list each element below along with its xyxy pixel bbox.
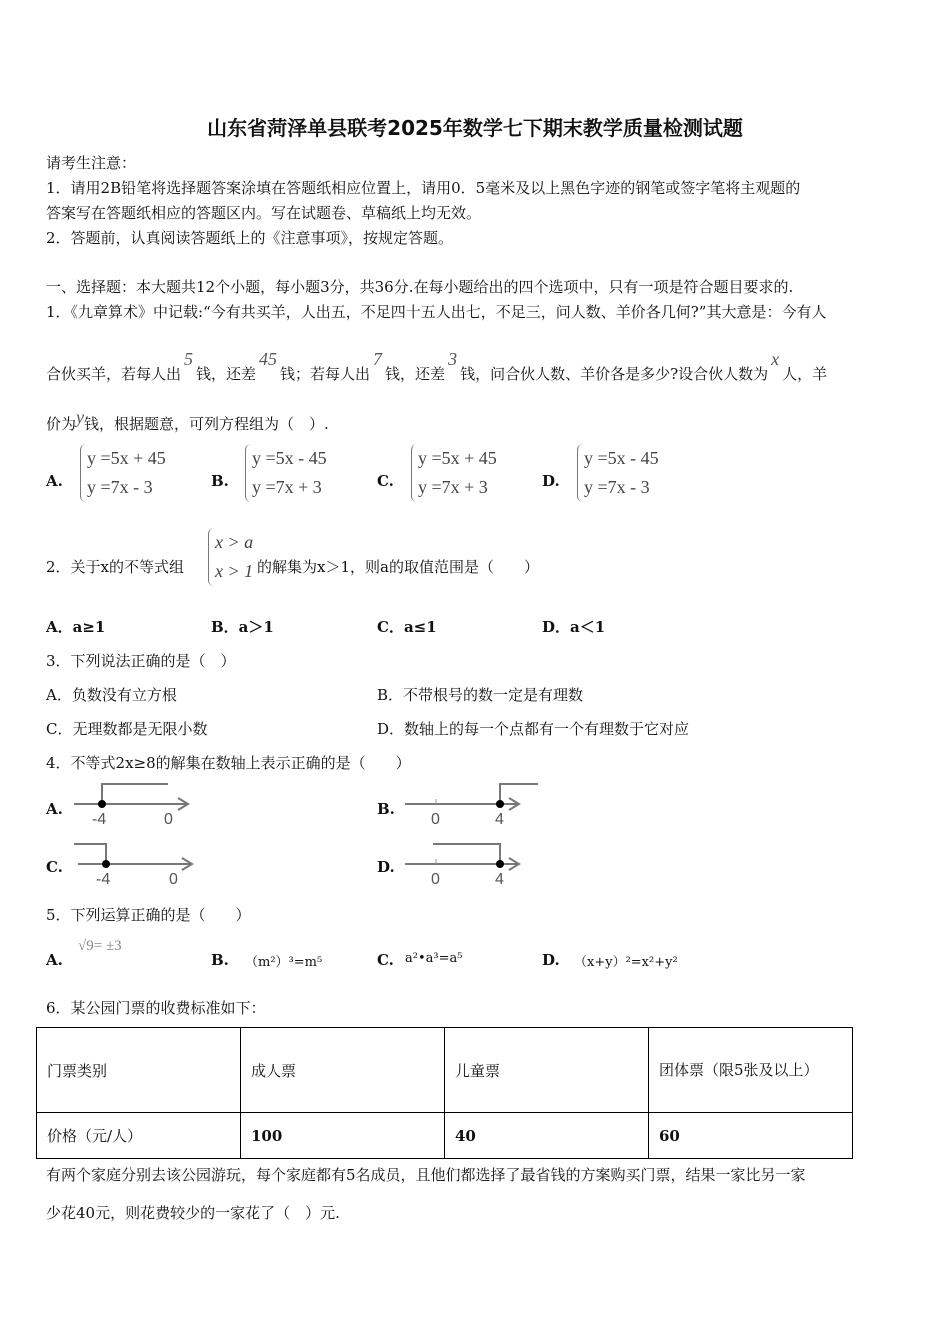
equation: y =7x - 3 — [87, 477, 153, 497]
tick-label: -4 — [96, 871, 111, 888]
q1-val: 45 — [259, 349, 278, 369]
option-label: B. — [211, 472, 229, 490]
q6-stem: 6．某公园门票的收费标准如下： — [46, 999, 266, 1017]
tick-label: 4 — [495, 811, 504, 828]
tick-label: 4 — [495, 871, 504, 888]
option-label: D. — [542, 951, 560, 969]
equation-system — [80, 444, 166, 502]
q1-text: 钱；若每人出 — [280, 365, 371, 383]
option-expr: √9= ±3 — [78, 938, 122, 954]
option-label: A. — [46, 951, 63, 969]
q1-val: 5 — [184, 349, 194, 369]
equation: y =5x - 45 — [252, 448, 327, 468]
q2-stem-post: 的解集为x＞1，则a的取值范围是（ ） — [257, 558, 539, 576]
q1-text: 钱，还差 — [385, 365, 446, 383]
option: D．数轴上的每一个点都有一个有理数于它对应 — [377, 720, 690, 738]
q1-text: 合伙买羊，若每人出 — [46, 365, 182, 383]
table-row — [37, 1028, 853, 1113]
table-cell: 门票类别 — [37, 1028, 241, 1113]
tick-label: 0 — [169, 871, 178, 888]
page-title: 山东省菏泽单县联考2025年数学七下期末教学质量检测试题 — [207, 116, 743, 140]
table-cell: 60 — [649, 1113, 853, 1159]
option-expr: a²•a³=a⁵ — [405, 951, 463, 966]
tick-label: 0 — [431, 871, 440, 888]
q1-line1: 1．《九章算术》中记载:“今有共买羊，人出五，不足四十五人出七，不足三，问人数、羊价各几何?”其大意是：今有人 — [46, 303, 827, 321]
table-cell: 团体票（限5张及以上） — [649, 1028, 853, 1113]
equation: y =7x + 3 — [252, 477, 322, 497]
q1-val: x — [771, 349, 780, 369]
equation-system — [411, 444, 497, 502]
q3-stem: 3．下列说法正确的是（ ） — [46, 652, 236, 670]
equation: y =5x + 45 — [87, 448, 166, 468]
option-expr: （x+y）²=x²+y² — [574, 955, 678, 970]
table-cell: 儿童票 — [445, 1028, 649, 1113]
inequality: x > 1 — [215, 561, 254, 581]
table-cell: 100 — [241, 1113, 445, 1159]
equation: y =7x - 3 — [584, 477, 650, 497]
number-line-c — [72, 840, 202, 888]
table-cell: 价格（元/人） — [37, 1113, 241, 1159]
option: A．负数没有立方根 — [46, 686, 177, 704]
notice-item1: 1．请用2B铅笔将选择题答案涂填在答题纸相应位置上，请用0．5毫米及以上黑色字迹的钢笔或签字笔将主观题的 — [46, 179, 801, 197]
option-label: C. — [377, 472, 394, 490]
option: B．a＞1 — [211, 618, 274, 636]
equation-system — [245, 444, 327, 502]
q1-text: 人，羊 — [782, 365, 828, 383]
q1-var: y — [76, 407, 85, 427]
option-expr: （m²）³=m⁵ — [245, 955, 323, 970]
tick-label: -4 — [92, 811, 107, 828]
option: C．无理数都是无限小数 — [46, 720, 208, 738]
inequality-system — [208, 528, 253, 586]
q1-val: 7 — [373, 349, 383, 369]
q1-line2 — [46, 349, 828, 384]
number-line-a — [72, 780, 202, 828]
option: A．a≥1 — [46, 618, 106, 636]
option: D．a＜1 — [542, 618, 606, 636]
option-label: B. — [211, 951, 229, 969]
section-heading: 一、选择题：本大题共12个小题，每小题3分，共36分.在每小题给出的四个选项中，只有一项是符合题目要求的. — [46, 278, 794, 296]
notice-item2: 2．答题前，认真阅读答题纸上的《注意事项》，按规定答题。 — [46, 229, 454, 247]
q5-stem: 5．下列运算正确的是（ ） — [46, 906, 251, 924]
tick-label: 0 — [164, 811, 173, 828]
equation: y =7x + 3 — [418, 477, 488, 497]
table-cell: 成人票 — [241, 1028, 445, 1113]
option-label: B. — [377, 800, 395, 818]
notice-item1-cont: 答案写在答题纸相应的答题区内。写在试题卷、草稿纸上均无效。 — [46, 204, 482, 222]
equation-system — [577, 444, 659, 502]
option-label: D. — [377, 858, 395, 876]
option-label: C. — [377, 951, 394, 969]
equation: y =5x + 45 — [418, 448, 497, 468]
q1-text: 钱，还差 — [196, 365, 257, 383]
q2-stem-pre: 2．关于x的不等式组 — [46, 558, 185, 576]
number-line-d — [403, 840, 533, 888]
option-label: A. — [46, 472, 63, 490]
q6-text: 有两个家庭分别去该公园游玩，每个家庭都有5名成员，且他们都选择了最省钱的方案购买门票，结果一家比另一家 — [46, 1166, 806, 1184]
option: B．不带根号的数一定是有理数 — [377, 686, 584, 704]
q1-text: 价为 — [46, 415, 77, 433]
q1-line3 — [46, 407, 329, 434]
option-label: D. — [542, 472, 560, 490]
inequality: x > a — [215, 532, 254, 552]
equation: y =5x - 45 — [584, 448, 659, 468]
option-label: C. — [46, 858, 63, 876]
tick-label: 0 — [431, 811, 440, 828]
q1-val: 3 — [448, 349, 458, 369]
ticket-price-table — [36, 1027, 853, 1159]
option-label: A. — [46, 800, 63, 818]
q1-text: 钱，问合伙人数、羊价各是多少?设合伙人数为 — [460, 365, 769, 383]
q4-stem: 4．不等式2x≥8的解集在数轴上表示正确的是（ ） — [46, 754, 411, 772]
table-row — [37, 1113, 853, 1159]
q1-text: 钱，根据题意，可列方程组为（ ）. — [84, 415, 329, 433]
q6-text: 少花40元，则花费较少的一家花了（ ）元. — [46, 1204, 340, 1222]
number-line-b — [403, 780, 543, 828]
table-cell: 40 — [445, 1113, 649, 1159]
notice-heading: 请考生注意： — [46, 154, 137, 172]
option: C．a≤1 — [377, 618, 437, 636]
